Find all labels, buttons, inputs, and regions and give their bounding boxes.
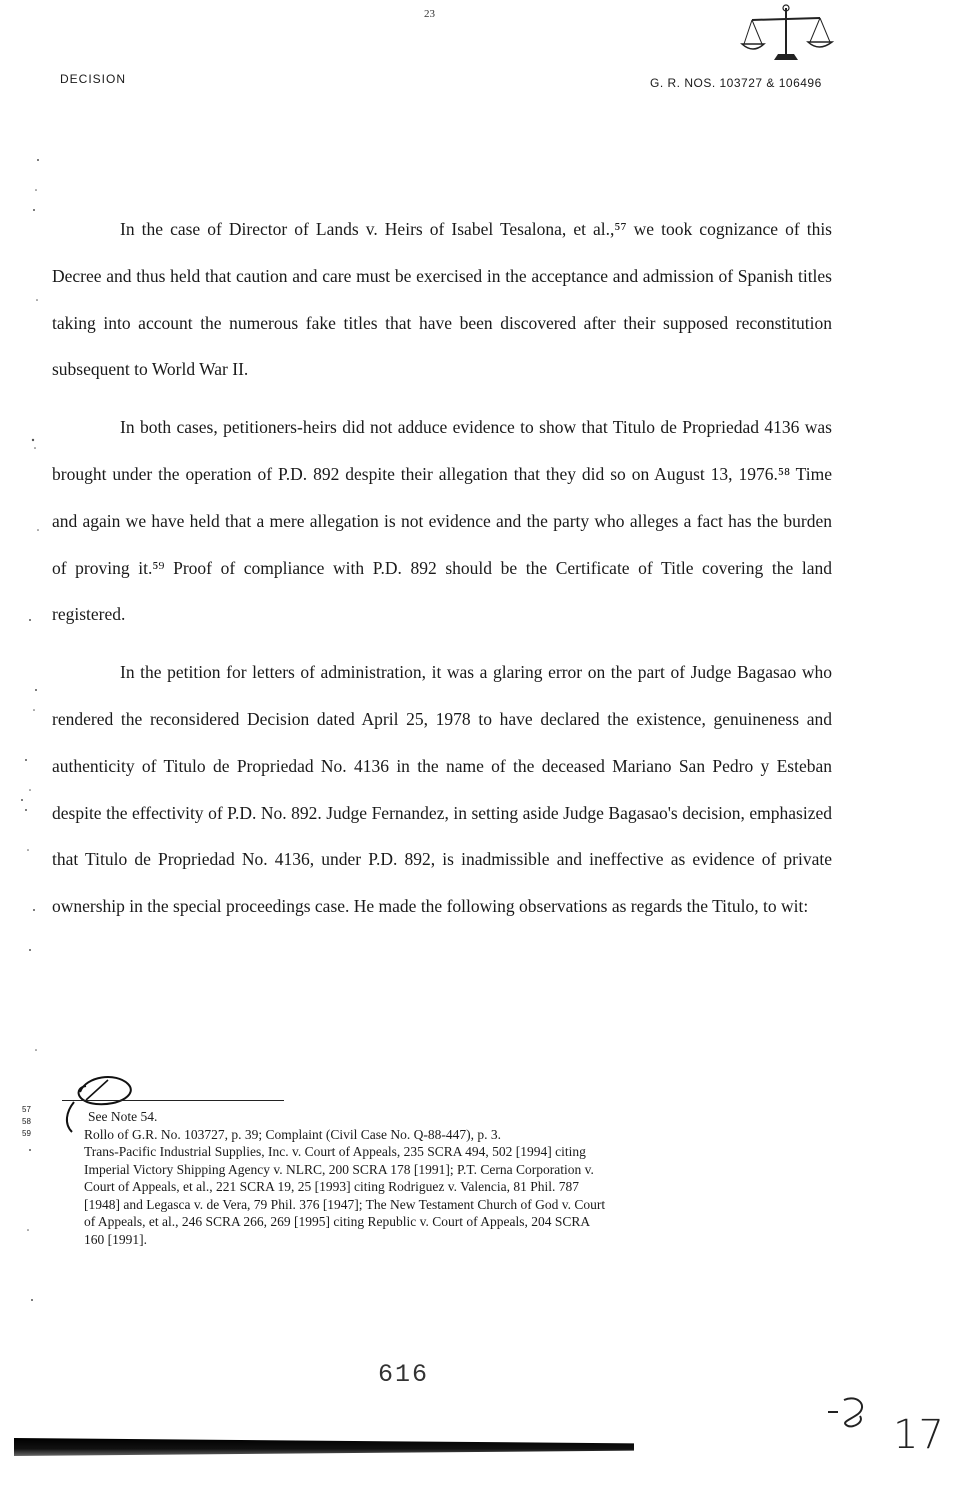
footnote-line: Imperial Victory Shipping Agency v. NLRC, 200 SCRA 178 [1991]; P.T. Cerna Corporation v. (84, 1161, 594, 1177)
handwritten-page-count: 17 (893, 1412, 944, 1458)
paragraph-letters-of-administration: In the petition for letters of administration, it was a glaring error on the part of Judge Bagasao who rendered the reconsidered Decision dated April 25, 1978 to have declared the existence, genuineness and authenticity of Titulo de Propriedad No. 4136 in the name of the deceased Mariano San Pedro y Esteban despite the effectivity of P.D. No. 892. Judge Fernandez, in setting aside Judge Bagasao's decision, emphasized that Titulo de Propriedad No. 4136, under P.D. 892, is inadmissible and ineffective as evidence of private ownership in the special proceedings case. He made the following observations as regards the Titulo, to wit: (52, 662, 832, 917)
paragraph-tesalona-case: In the case of Director of Lands v. Heirs of Isabel Tesalona, et al.,⁵⁷ we took cognizance of this Decree and thus held that caution and care must be exercised in the acceptance and admission of Spanish titles taking into account the numerous fake titles that have been discovered after their supposed reconstitution subsequent to World War II. (52, 219, 832, 380)
decision-body (52, 206, 832, 930)
margin-noise-decoration (16, 150, 46, 1350)
footnote-number: 57 (22, 1105, 31, 1114)
photocopy-edge-shadow (14, 1438, 634, 1456)
footnote-line: 160 [1991]. (84, 1231, 147, 1247)
footnote-line: Trans-Pacific Industrial Supplies, Inc. v. Court of Appeals, 235 SCRA 494, 502 [1994] citing (84, 1144, 586, 1159)
footnote-line: Rollo of G.R. No. 103727, p. 39; Complaint (Civil Case No. Q-88-447), p. 3. (84, 1126, 501, 1142)
footnote-number-column (22, 1104, 31, 1140)
header-document-type: DECISION (60, 72, 127, 86)
footnote-line: [1948] and Legasca v. de Vera, 79 Phil. 376 [1947]; The New Testament Church of God v. Court (84, 1196, 606, 1212)
footnote-divider (62, 1100, 284, 1101)
header-case-numbers: G. R. NOS. 103727 & 106496 (650, 76, 822, 90)
footnotes (84, 1108, 788, 1248)
footnote-number: 58 (22, 1117, 31, 1126)
footnote-line: See Note 54. (88, 1109, 158, 1124)
paragraph-petitioners-heirs: In both cases, petitioners-heirs did not adduce evidence to show that Titulo de Propriedad 4136 was brought under the operation of P.D. 892 despite their allegation that they did so on August 13, 1976.⁵⁸ Time and again we have held that a mere allegation is not evidence and the party who alleges a fact has the burden of proving it.⁵⁹ Proof of compliance with P.D. 892 should be the Certificate of Title covering the land registered. (52, 417, 832, 625)
page-number: 23 (424, 8, 435, 20)
footnote-line: Court of Appeals, et al., 221 SCRA 19, 25 [1993] citing Rodriguez v. Valencia, 81 Phil. 787 (84, 1179, 579, 1194)
handwritten-scribble (824, 1392, 872, 1428)
stamped-page-number: 616 (378, 1360, 430, 1389)
footnote-line: of Appeals, et al., 246 SCRA 266, 269 [1995] citing Republic v. Court of Appeals, 204 SCRA (84, 1214, 591, 1229)
footnote-number: 59 (22, 1129, 31, 1138)
scales-of-justice-icon (738, 0, 834, 66)
